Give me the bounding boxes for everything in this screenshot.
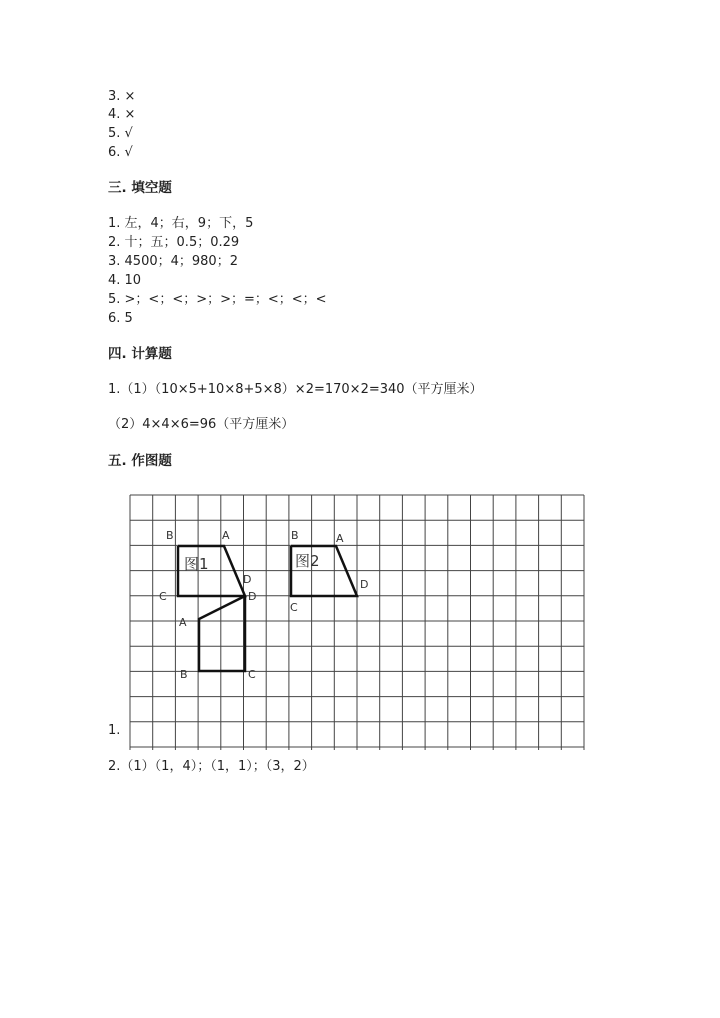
fig1-label: 图1 [184, 555, 209, 573]
fig2-vertex-b: B [291, 529, 299, 542]
figure-1-rotated-outline [199, 596, 245, 671]
answer-fill-1: 1. 左，4；右，9；下，5 [108, 216, 254, 231]
fig1-rot-vertex-c: C [248, 668, 256, 681]
fig2-vertex-a: A [336, 532, 344, 545]
answer-judge-3: 3. × [108, 89, 136, 104]
section-heading-draw: 五. 作图题 [108, 453, 172, 469]
answer-draw-1: 1. [108, 723, 121, 738]
answer-fill-4: 4. 10 [108, 273, 142, 288]
section-heading-fill: 三. 填空题 [108, 180, 172, 196]
fig1-vertex-b: B [166, 529, 174, 542]
fig2-vertex-c: C [290, 601, 298, 614]
fig1-vertex-c: C [159, 590, 167, 603]
answer-draw-2: 2.（1）（1，4）；（1，1）；（3，2） [108, 759, 315, 774]
answer-fill-2: 2. 十；五；0.5；0.29 [108, 235, 240, 250]
fig1-vertex-a: A [222, 529, 230, 542]
section-heading-calc: 四. 计算题 [108, 346, 172, 362]
grid-figure [128, 494, 588, 750]
fig2-label: 图2 [295, 552, 320, 570]
fig1-vertex-d: D [243, 573, 252, 586]
answer-calc-1: 1.（1）（10×5+10×8+5×8）×2=170×2=340（平方厘米） [108, 382, 483, 397]
fig1-rot-vertex-b: B [180, 668, 188, 681]
answer-fill-6: 6. 5 [108, 311, 133, 326]
fig2-vertex-d: D [360, 578, 369, 591]
fig1-rot-vertex-a: A [179, 616, 187, 629]
fig1-rot-vertex-d: D [248, 590, 257, 603]
answer-calc-2: （2）4×4×6=96（平方厘米） [108, 417, 295, 432]
answer-judge-4: 4. × [108, 107, 136, 122]
answer-judge-6: 6. √ [108, 145, 133, 160]
answer-fill-5: 5. >；<；<；>；>；=；<；<；< [108, 292, 327, 307]
answer-fill-3: 3. 4500；4；980；2 [108, 254, 238, 269]
answer-judge-5: 5. √ [108, 126, 133, 141]
